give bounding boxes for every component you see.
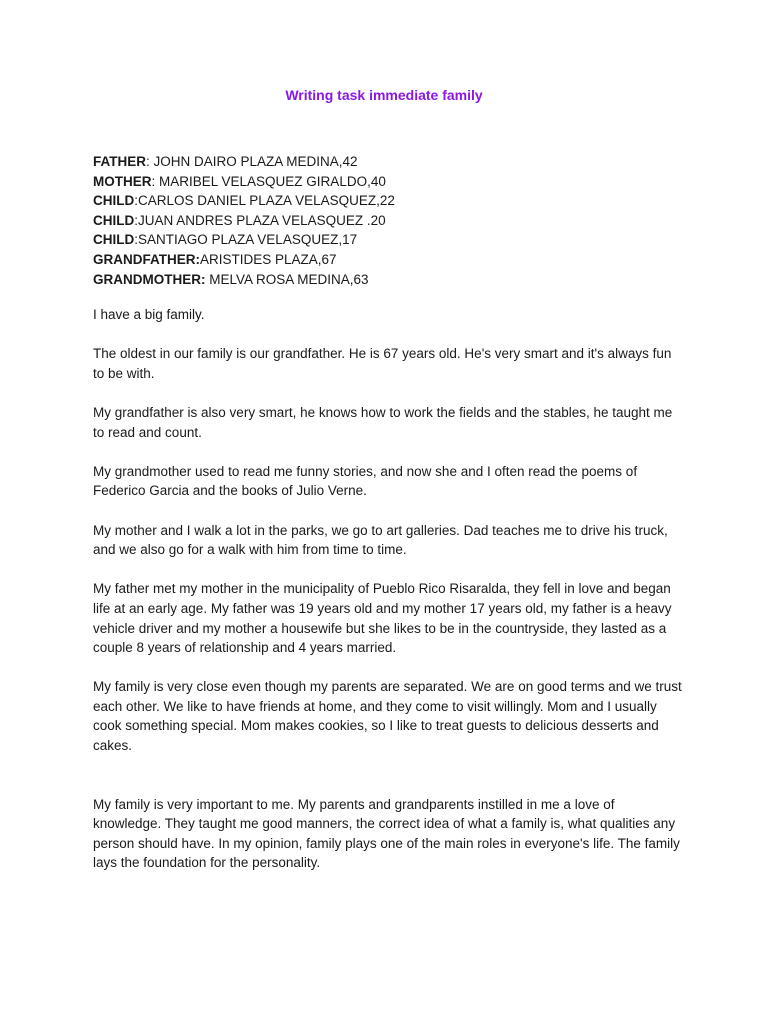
member-role: GRANDMOTHER: [93,271,206,287]
document-title: Writing task immediate family [285,87,483,103]
member-value: CARLOS DANIEL PLAZA VELASQUEZ,22 [138,193,395,209]
paragraph: The oldest in our family is our grandfather. He is 67 years old. He's very smart and it's always fun to be with. [93,346,672,381]
member-row-mother [93,172,693,192]
member-row-father [93,152,693,172]
member-role: CHILD [93,232,135,248]
member-row-child-2 [93,211,693,231]
paragraph: My father met my mother in the municipality of Pueblo Rico Risaralda, they fell in love and began life at an early age. My father was 19 years old and my mother 17 years old, my father is a heavy vehicle driver and my mother a housewife but she likes to be in the countryside, they lasted as a couple 8 years of relationship and 4 years married. [93,581,672,656]
paragraph: My mother and I walk a lot in the parks, we go to art galleries. Dad teaches me to drive his truck, and we also go for a walk with him from time to time. [93,522,668,558]
member-role: FATHER [93,154,146,169]
member-role: MOTHER [93,173,152,189]
family-members-list [93,152,693,289]
member-role: CHILD [93,212,135,228]
member-value: MARIBEL VELASQUEZ GIRALDO,40 [159,173,386,189]
paragraph: My family is very important to me. My parents and grandparents instilled in me a love of knowledge. They taught me good manners, the correct idea of what a family is, what qualities any person should have. In my opinion, family plays one of the main roles in everyone's life. The family lays the foundation for the personality. [93,796,680,871]
member-separator: : [134,232,139,248]
member-role: CHILD [93,193,135,209]
member-value: SANTIAGO PLAZA VELASQUEZ,17 [138,232,358,248]
member-value: JUAN ANDRES PLAZA VELASQUEZ .20 [138,212,386,228]
member-value: ARISTIDES PLAZA,67 [200,251,337,267]
member-value: JOHN DAIRO PLAZA MEDINA,42 [153,154,358,169]
member-row-child-1 [93,191,693,211]
paragraph: My grandfather is also very smart, he knows how to work the fields and the stables, he taught me to read and count. [93,404,673,440]
member-separator: : [151,173,160,189]
paragraph: I have a big family. [93,307,205,322]
member-row-grandfather [93,250,693,270]
member-value: MELVA ROSA MEDINA,63 [209,271,369,287]
paragraph: My grandmother used to read me funny stories, and now she and I often read the poems of Federico Garcia and the books of Julio Verne. [93,463,638,499]
member-separator: : [134,193,139,209]
member-separator: : [134,212,139,228]
paragraph: My family is very close even though my parents are separated. We are on good terms and we trust each other. We like to have friends at home, and they come to visit willingly. Mom and I usually cook something special. Mom makes cookies, so I like to treat guests to delicious desserts and cakes. [93,679,682,754]
member-separator: : [146,154,154,169]
member-row-child-3 [93,230,693,250]
essay-body [93,305,683,893]
member-role: GRANDFATHER: [93,251,200,267]
member-row-grandmother [93,270,693,290]
